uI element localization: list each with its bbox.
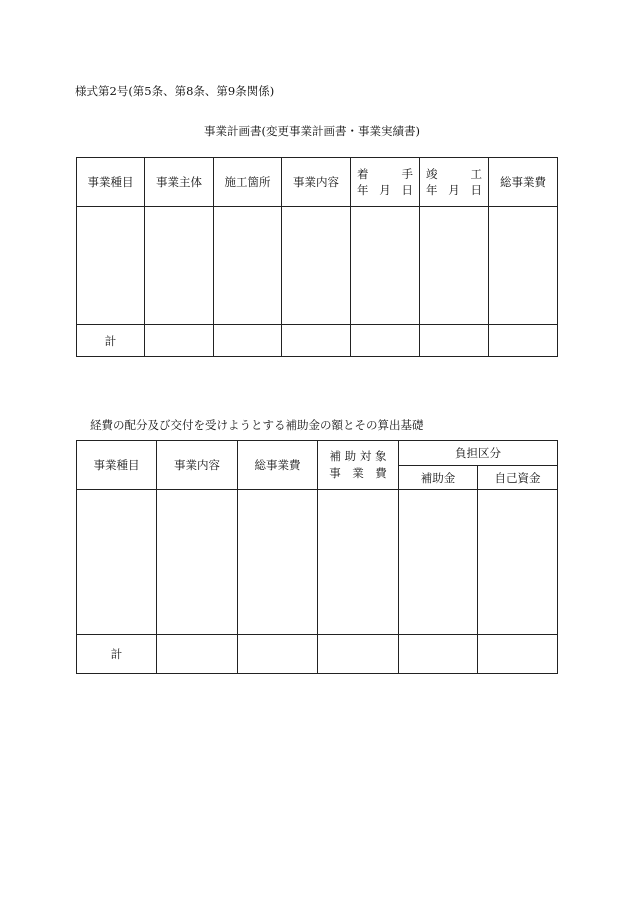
date-month: 月: [448, 183, 460, 197]
chakushu-left: 着: [357, 167, 369, 181]
cell: [157, 635, 238, 674]
cell: [77, 490, 157, 635]
hojo-taisho-line1: 補 助 対 象: [329, 449, 387, 463]
date-month: 月: [379, 183, 391, 197]
cell: [238, 490, 318, 635]
cell: [145, 207, 214, 325]
total-label: 計: [77, 635, 157, 674]
cell: [420, 325, 489, 357]
header-jigyo-naiyo: 事業内容: [282, 158, 351, 207]
header-futan-kubun: 負担区分: [399, 441, 558, 466]
hojo-taisho-line2: 事 業 費: [329, 466, 387, 480]
cell: [420, 207, 489, 325]
table-row: [77, 207, 558, 325]
header-jigyo-shumoku: 事業種目: [77, 441, 157, 490]
header-chakushu: [351, 158, 420, 207]
shunko-line1: [420, 166, 488, 182]
form-label: 様式第2号(第5条、第8条、第9条関係): [75, 84, 275, 98]
total-row: [77, 635, 558, 674]
chakushu-date: [351, 182, 419, 198]
header-jigyo-shumoku: 事業種目: [77, 158, 145, 207]
header-shunko: [420, 158, 489, 207]
cell: [351, 325, 420, 357]
shunko-left: 竣: [426, 167, 438, 181]
table-row: [77, 490, 558, 635]
cell: [399, 635, 478, 674]
cell: [351, 207, 420, 325]
chakushu-right: 手: [401, 167, 413, 181]
cell: [478, 635, 558, 674]
shunko-right: 工: [470, 167, 482, 181]
total-label: 計: [77, 325, 145, 357]
cell: [145, 325, 214, 357]
cell: [282, 207, 351, 325]
cell: [399, 490, 478, 635]
header-jiko-shikin: 自己資金: [478, 466, 558, 490]
header-jigyo-naiyo: 事業内容: [157, 441, 238, 490]
header-jigyo-shutai: 事業主体: [145, 158, 214, 207]
cell: [282, 325, 351, 357]
section2-title: 経費の配分及び交付を受けようとする補助金の額とその算出基礎: [90, 418, 424, 432]
cell: [77, 207, 145, 325]
cell: [318, 635, 399, 674]
cell: [214, 207, 282, 325]
chakushu-line1: [351, 166, 419, 182]
date-year: 年: [426, 183, 438, 197]
header-hojokin: 補助金: [399, 466, 478, 490]
cell: [489, 207, 558, 325]
cell: [214, 325, 282, 357]
header-so-jigyohi: 総事業費: [489, 158, 558, 207]
date-year: 年: [357, 183, 369, 197]
cell: [238, 635, 318, 674]
date-day: 日: [470, 183, 482, 197]
cell: [318, 490, 399, 635]
document-title: 事業計画書(変更事業計画書・事業実績書): [204, 124, 420, 138]
header-seko-kasho: 施工箇所: [214, 158, 282, 207]
shunko-date: [420, 182, 488, 198]
header-so-jigyohi: 総事業費: [238, 441, 318, 490]
cell: [157, 490, 238, 635]
project-plan-table: [76, 157, 558, 357]
expense-allocation-table: [76, 440, 558, 674]
total-row: [77, 325, 558, 357]
header-hojo-taisho-jigyohi: [318, 441, 399, 490]
date-day: 日: [401, 183, 413, 197]
cell: [489, 325, 558, 357]
cell: [478, 490, 558, 635]
